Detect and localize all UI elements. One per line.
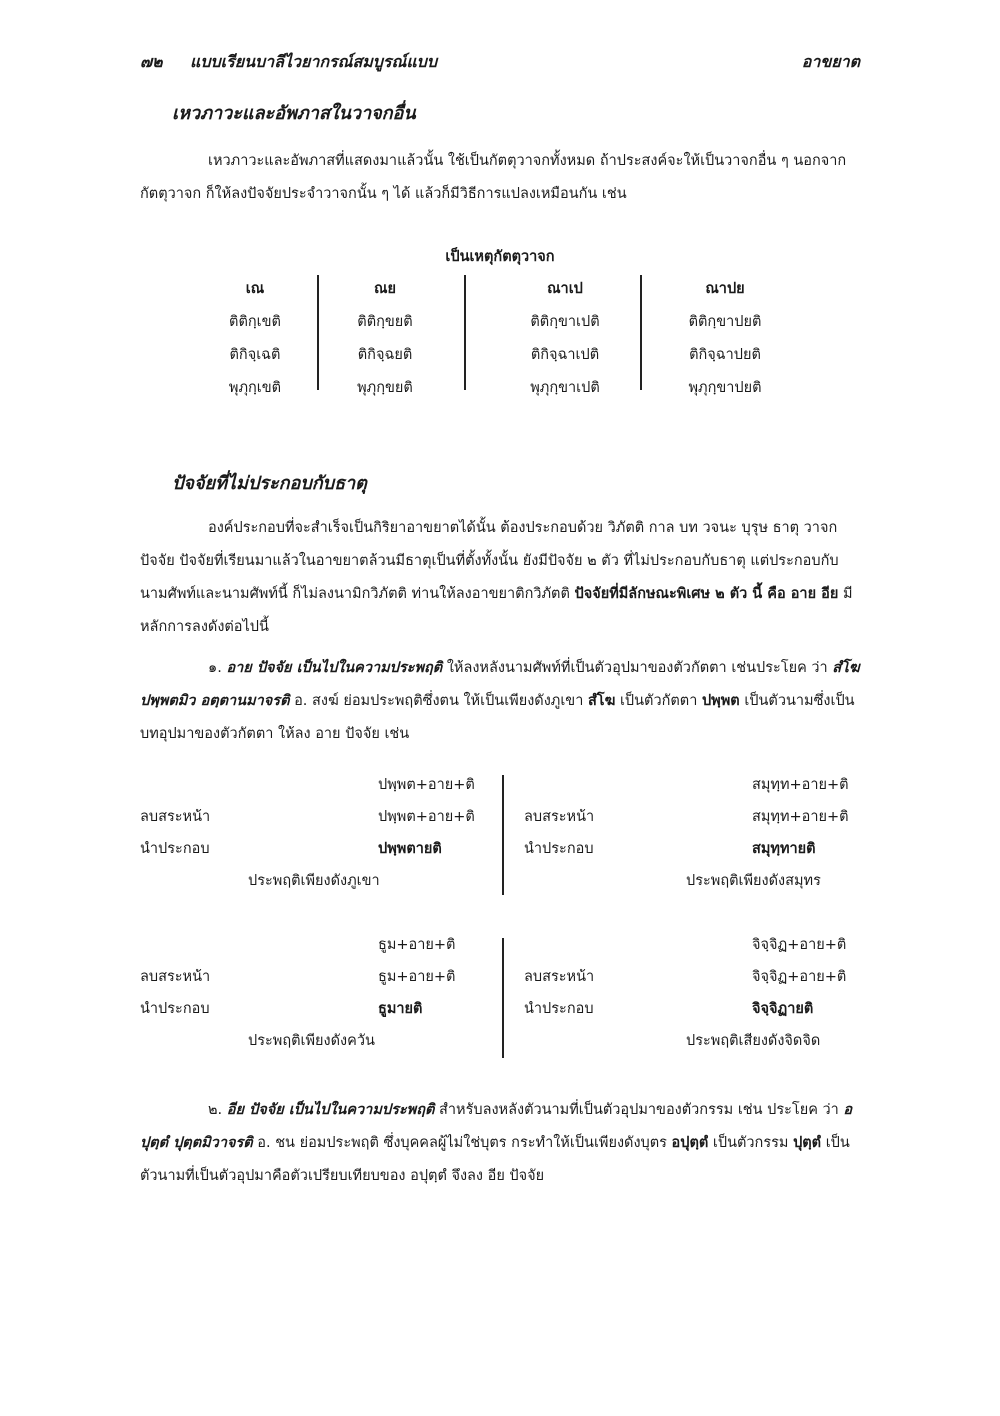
item1-text: เป็นตัวกัตตา (619, 693, 698, 709)
book-title: แบบเรียนบาลีไวยากรณ์สมบูรณ์แบบ (190, 52, 437, 71)
item1-word: สํโฆ (587, 693, 616, 709)
section-heading-1: เหวภาวะและอัพภาสในวาจกอื่น (172, 103, 416, 124)
result-form: ธูมายติ (378, 1001, 423, 1017)
item2-word: อปุตฺตํ (671, 1135, 709, 1151)
step-form: ธูม+อาย+ติ (378, 969, 456, 985)
table-column-naya (310, 275, 460, 407)
step-label: ลบสระหน้า (140, 809, 211, 825)
item2-title: อีย ปัจจัย เป็นไปในความประพฤติ (226, 1102, 435, 1118)
section1-text: เหวภาวะและอัพภาสที่แสดงมาแล้วนั้น ใช้เป็นกัตตุวาจกทั้งหมด ถ้าประสงค์จะให้เป็นวาจกอื่น ๆ นอกจากกัตตุวาจก ก็ให้ลงปัจจัยประจำวาจกนั้น ๆ ได้ แล้วก็มีวิธีการแปลงเหมือนกัน เช่น (140, 153, 847, 202)
example-divider (502, 938, 504, 1058)
section1-paragraph (140, 145, 860, 211)
step-label: นำประกอบ (140, 1001, 210, 1017)
item1-text: อ. สงฆ์ ย่อมประพฤติซึ่งตน ให้เป็นเพียงดังภูเขา (294, 693, 584, 709)
table-column-ne (180, 275, 330, 407)
example-form: สมุทฺท+อาย+ติ (752, 777, 849, 793)
table-cell: พุภุกฺขยติ (357, 380, 413, 396)
item1-title: อาย ปัจจัย เป็นไปในความประพฤติ (226, 660, 443, 676)
step-form: ปพฺพต+อาย+ติ (378, 809, 475, 825)
step-label: นำประกอบ (524, 1001, 594, 1017)
example-divider (502, 775, 504, 895)
chapter-title: อาขยาต (801, 52, 860, 71)
example-meaning: ประพฤติเสียงดังจิดจิด (686, 1033, 821, 1049)
table-cell: ติติกฺขยติ (357, 314, 413, 330)
conjugation-table (180, 275, 800, 400)
table-cell: ติกิจฺเฉติ (229, 347, 281, 363)
step-form: จิจฺจิฏ+อาย+ติ (752, 969, 847, 985)
table-cell: ติกิจฺฉยติ (357, 347, 413, 363)
step-form: สมุทฺท+อาย+ติ (752, 809, 849, 825)
step-label: ลบสระหน้า (140, 969, 211, 985)
result-form: ปพฺพตายติ (378, 841, 442, 857)
item2-text: เป็นตัวกรรม (712, 1135, 789, 1151)
item2-text: อ. ชน ย่อมประพฤติ ซึ่งบุคคลผู้ไม่ใช่บุตร กระทำให้เป็นเพียงดังบุตร (257, 1135, 667, 1151)
example-form: ปพฺพต+อาย+ติ (378, 777, 475, 793)
item2-text: เป็นตัวนามที่เป็นตัวอุปมาคือตัวเปรียบเทียบของ อปุตฺตํ จึงลง อีย ปัจจัย (140, 1135, 850, 1184)
running-header (140, 50, 860, 74)
table-column-nape (490, 275, 640, 407)
item1-text: ให้ลงหลังนามศัพท์ที่เป็นตัวอุปมาของตัวกัตตา เช่นประโยค ว่า (446, 660, 828, 676)
result-form: สมุทฺทายติ (752, 841, 816, 857)
table-header: เณ (245, 281, 265, 297)
table-cell: ติกิจฺฉาเปติ (530, 347, 600, 363)
table-cell: ติติกฺขาเปติ (530, 314, 600, 330)
table-cell: ติติกฺเขติ (229, 314, 281, 330)
table-cell: ติติกฺขาปยติ (688, 314, 762, 330)
example-meaning: ประพฤติเพียงดังควัน (248, 1033, 375, 1049)
example-meaning: ประพฤติเพียงดังสมุทร (686, 873, 821, 889)
item2-text: สำหรับลงหลังตัวนามที่เป็นตัวอุปมาของตัวกรรม เช่น ประโยค ว่า (439, 1102, 839, 1118)
table-cell: ติกิจฺฉาปยติ (689, 347, 761, 363)
table-header: ณาเป (547, 281, 583, 297)
result-form: จิจฺจิฏายติ (752, 1001, 814, 1017)
step-label: ลบสระหน้า (524, 809, 595, 825)
item1-paragraph (140, 652, 860, 751)
step-label: นำประกอบ (524, 841, 594, 857)
intro-tail-text: มีหลักการลงดังต่อไปนี้ (140, 586, 853, 635)
table-divider (640, 275, 642, 390)
item2-word: ปุตฺตํ (793, 1135, 822, 1151)
page-number: ๗๒ (140, 52, 163, 71)
table-cell: พุภุกฺเขติ (228, 380, 282, 396)
item2-paragraph (140, 1094, 860, 1193)
table-cell: พุภุกฺขาปยติ (688, 380, 762, 396)
step-label: นำประกอบ (140, 841, 210, 857)
item2-pali-sentence: อปุตฺตํ ปุตฺตมิวาจรติ (140, 1102, 853, 1151)
intro-bold-text: ปัจจัยที่มีลักษณะพิเศษ ๒ ตัว นี้ คือ อาย อีย (574, 586, 839, 602)
table-header: ณาปย (705, 281, 745, 297)
table-cell: พุภุกฺขาเปติ (530, 380, 600, 396)
section2-intro (140, 512, 860, 644)
item2-number: ๒. (208, 1102, 223, 1118)
example-form: ธูม+อาย+ติ (378, 937, 456, 953)
item1-text: เป็นตัวนามซึ่งเป็นบทอุปมาของตัวกัตตา ให้ลง อาย ปัจจัย เช่น (140, 693, 855, 742)
step-label: ลบสระหน้า (524, 969, 595, 985)
intro-text: องค์ประกอบที่จะสำเร็จเป็นกิริยาอาขยาตได้นั้น ต้องประกอบด้วย วิภัตติ กาล บท วจนะ บุรุษ ธาตุ วาจก ปัจจัย ปัจจัยที่เรียนมาแล้วในอาขยาตล้วนมีธาตุเป็นที่ตั้งทั้งนั้น ยังมีปัจจัย ๒ ตัว ที่ไม่ประกอบกับธาตุ แต่ประกอบกับนามศัพท์และนามศัพท์นี้ ก็ไม่ลงนามิกวิภัตติ ท่านให้ลงอาขยาติกวิภัตติ (140, 520, 839, 602)
section-heading-2: ปัจจัยที่ไม่ประกอบกับธาตุ (172, 473, 367, 494)
item1-pali-sentence: สํโฆ ปพฺพตมิว อตฺตานมาจรติ (140, 660, 860, 709)
table-header: ณย (374, 281, 396, 297)
item1-word: ปพฺพต (701, 693, 740, 709)
example-meaning: ประพฤติเพียงดังภูเขา (248, 873, 380, 889)
example-form: จิจฺจิฏ+อาย+ติ (752, 937, 847, 953)
item1-number: ๑. (208, 660, 222, 676)
table-column-napaya (650, 275, 800, 407)
table-divider (464, 275, 466, 390)
table-caption: เป็นเหตุกัตตุวาจก (445, 249, 555, 265)
